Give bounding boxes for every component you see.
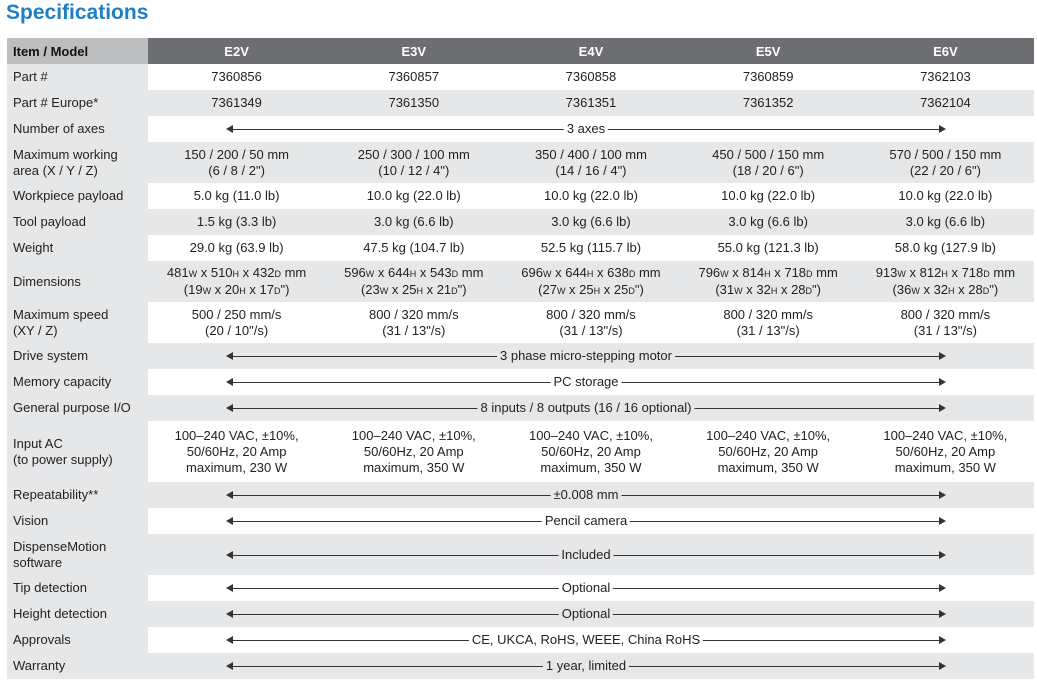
dim-unit: D — [982, 285, 990, 296]
dim-unit: W — [734, 285, 743, 296]
dim-height: 812 — [919, 264, 942, 280]
dim-height: 814 — [742, 264, 765, 280]
row-label: Tip detection — [7, 575, 148, 601]
cell-line: (6 / 8 / 2") — [208, 162, 265, 178]
dim-unit: H — [232, 268, 240, 279]
row-label-line: Input AC — [13, 435, 63, 451]
dim-unit: H — [770, 285, 778, 296]
cell-line: 800 / 320 mm/s — [723, 306, 813, 322]
cell-line: 50/60Hz, 20 Amp — [895, 443, 996, 459]
cell — [680, 421, 857, 482]
span-cell — [148, 534, 1034, 575]
row-dimensions — [7, 261, 1034, 302]
cell: 7360857 — [325, 64, 502, 90]
row-label-line: (XY / Z) — [13, 322, 58, 338]
dim-unit: H — [593, 285, 601, 296]
cell: 3.0 kg (6.6 lb) — [502, 209, 679, 235]
arrow-left-icon — [226, 352, 233, 360]
dim-unit: D — [983, 268, 990, 279]
arrow-right-icon — [939, 610, 946, 618]
row-input-ac — [7, 421, 1034, 482]
row-label-line: Maximum speed — [13, 306, 109, 322]
cell: 10.0 kg (22.0 lb) — [680, 183, 857, 209]
row-label: Number of axes — [7, 116, 148, 142]
cell — [502, 421, 679, 482]
row-approvals — [7, 627, 1034, 653]
span-cell — [148, 601, 1034, 627]
cell-line: (36W x 32H x 28D") — [892, 281, 999, 297]
arrow-right-icon — [939, 491, 946, 499]
dim-unit: W — [911, 285, 920, 296]
cell: 10.0 kg (22.0 lb) — [857, 183, 1034, 209]
cell: 58.0 kg (127.9 lb) — [857, 235, 1034, 261]
dim-width: 913 — [875, 264, 898, 280]
row-label: General purpose I/O — [7, 395, 148, 421]
cell — [502, 261, 679, 302]
cell — [325, 302, 502, 343]
row-drive-system — [7, 343, 1034, 369]
cell: 7361349 — [148, 90, 325, 116]
cell-line: 250 / 300 / 100 mm — [357, 146, 470, 162]
dim-unit: H — [586, 268, 594, 279]
row-height-detection — [7, 601, 1034, 627]
model-header: E5V — [680, 38, 857, 64]
cell — [502, 142, 679, 183]
arrow-left-icon — [226, 584, 233, 592]
dim-width: 696 — [521, 264, 543, 280]
cell-line: 50/60Hz, 20 Amp — [186, 443, 287, 459]
cell-line: (22 / 20 / 6") — [909, 162, 981, 178]
cell-line: 800 / 320 mm/s — [900, 306, 991, 322]
row-label: Part # Europe* — [7, 90, 148, 116]
cell: 7361351 — [502, 90, 679, 116]
dim-depth-in: 21 — [436, 281, 452, 297]
cell: 5.0 kg (11.0 lb) — [148, 183, 325, 209]
span-text: 8 inputs / 8 outputs (16 / 16 optional) — [477, 400, 694, 416]
dim-height-in: 25 — [401, 281, 417, 297]
dim-width-in: 23 — [365, 281, 380, 297]
cell-line: 50/60Hz, 20 Amp — [541, 443, 641, 459]
model-header: E4V — [502, 38, 679, 64]
row-label: Warranty — [7, 653, 148, 679]
row-label-line: DispenseMotion — [13, 538, 107, 554]
span-arrow — [226, 513, 946, 529]
cell-line: 100–240 VAC, ±10%, — [883, 427, 1008, 443]
arrow-left-icon — [226, 517, 233, 525]
span-arrow — [226, 400, 946, 416]
cell-line: (18 / 20 / 6") — [732, 162, 804, 178]
dim-unit: H — [948, 285, 955, 296]
span-cell — [148, 575, 1034, 601]
row-software — [7, 534, 1034, 575]
cell-line: (20 / 10"/s) — [205, 322, 269, 338]
row-part — [7, 64, 1034, 90]
span-arrow — [226, 121, 946, 137]
dim-depth-in: 17 — [259, 281, 274, 297]
cell — [502, 302, 679, 343]
dim-height-in: 20 — [224, 281, 240, 297]
span-arrow — [226, 374, 946, 390]
span-text: Optional — [559, 580, 613, 596]
row-warranty — [7, 653, 1034, 679]
row-tool-payload — [7, 209, 1034, 235]
dim-width-in: 36 — [896, 281, 912, 297]
arrow-left-icon — [226, 662, 233, 670]
cell — [680, 261, 857, 302]
row-working-area — [7, 142, 1034, 183]
row-label: Repeatability** — [7, 482, 148, 508]
row-axes — [7, 116, 1034, 142]
page-title: Specifications — [6, 1, 149, 24]
span-text: Included — [558, 547, 613, 563]
cell: 3.0 kg (6.6 lb) — [325, 209, 502, 235]
cell — [857, 261, 1034, 302]
row-weight — [7, 235, 1034, 261]
cell-line: 500 / 250 mm/s — [191, 306, 282, 322]
dim-unit: D — [628, 268, 636, 279]
cell-line: maximum, 230 W — [186, 459, 288, 475]
row-io — [7, 395, 1034, 421]
row-label: Height detection — [7, 601, 148, 627]
span-cell — [148, 627, 1034, 653]
cell — [148, 421, 325, 482]
cell-line: (31 / 13"/s) — [913, 322, 977, 338]
cell-line: maximum, 350 W — [540, 459, 642, 475]
row-label: Part # — [7, 64, 148, 90]
cell: 7360858 — [502, 64, 679, 90]
cell-line: (23W x 25H x 21D") — [360, 281, 467, 297]
dim-depth-in: 25 — [613, 281, 629, 297]
cell-line: 100–240 VAC, ±10%, — [706, 427, 831, 443]
dim-width-in: 19 — [188, 281, 203, 297]
row-part-europe — [7, 90, 1034, 116]
cell-line: 100–240 VAC, ±10%, — [528, 427, 653, 443]
cell — [857, 302, 1034, 343]
row-memory — [7, 369, 1034, 395]
span-arrow — [226, 348, 946, 364]
dim-unit: H — [416, 285, 423, 296]
cell — [680, 142, 857, 183]
row-max-speed — [7, 302, 1034, 343]
row-label: Dimensions — [7, 261, 148, 302]
row-label — [7, 421, 148, 482]
cell-line: (31W x 32H x 28D") — [715, 281, 821, 297]
dim-width: 596 — [344, 264, 366, 280]
cell-line: 796W x 814H x 718D mm — [698, 264, 838, 280]
cell-line: 800 / 320 mm/s — [368, 306, 459, 322]
row-label: Memory capacity — [7, 369, 148, 395]
dim-unit: W — [720, 268, 729, 279]
cell — [680, 302, 857, 343]
cell-line: 596W x 644H x 543D mm — [344, 264, 484, 280]
dim-depth: 432 — [252, 264, 275, 280]
dim-unit: H — [409, 268, 417, 279]
row-label: Weight — [7, 235, 148, 261]
dim-unit: D — [451, 285, 458, 296]
row-repeatability — [7, 482, 1034, 508]
arrow-right-icon — [939, 517, 946, 525]
arrow-right-icon — [939, 352, 946, 360]
row-vision — [7, 508, 1034, 534]
dim-unit: H — [239, 285, 246, 296]
cell-line: (10 / 12 / 4") — [378, 162, 450, 178]
cell-line: 350 / 400 / 100 mm — [534, 146, 647, 162]
header-corner: Item / Model — [7, 38, 148, 64]
row-label-line: (to power supply) — [13, 451, 113, 467]
arrow-left-icon — [226, 125, 233, 133]
cell: 52.5 kg (115.7 lb) — [502, 235, 679, 261]
dim-unit: W — [202, 285, 212, 296]
cell: 10.0 kg (22.0 lb) — [325, 183, 502, 209]
dim-unit: D — [274, 268, 281, 279]
arrow-right-icon — [939, 584, 946, 592]
arrow-right-icon — [939, 378, 946, 386]
dim-depth: 718 — [961, 264, 984, 280]
cell-line: 50/60Hz, 20 Amp — [718, 443, 819, 459]
dim-height-in: 25 — [579, 281, 594, 297]
dim-width-in: 27 — [542, 281, 557, 297]
cell — [325, 142, 502, 183]
dim-unit: H — [764, 268, 771, 279]
cell: 29.0 kg (63.9 lb) — [148, 235, 325, 261]
arrow-right-icon — [939, 125, 946, 133]
span-cell — [148, 653, 1034, 679]
cell — [325, 261, 502, 302]
cell-line: (31 / 13"/s) — [559, 322, 623, 338]
dim-unit: D — [451, 268, 459, 279]
cell-line: 696W x 644H x 638D mm — [521, 264, 661, 280]
arrow-right-icon — [939, 636, 946, 644]
dim-unit: D — [805, 285, 813, 296]
cell-line: (31 / 13"/s) — [736, 322, 800, 338]
cell — [148, 261, 325, 302]
arrow-left-icon — [226, 378, 233, 386]
row-label-line: software — [13, 554, 63, 570]
span-arrow — [226, 487, 946, 503]
row-label-line: Maximum working — [13, 146, 118, 162]
cell — [148, 142, 325, 183]
dim-height-in: 32 — [756, 281, 771, 297]
cell: 55.0 kg (121.3 lb) — [680, 235, 857, 261]
cell — [148, 302, 325, 343]
span-cell — [148, 369, 1034, 395]
cell-line: 100–240 VAC, ±10%, — [174, 427, 299, 443]
dim-height: 644 — [565, 264, 587, 280]
row-label: Vision — [7, 508, 148, 534]
cell-line: (19W x 20H x 17D") — [183, 281, 290, 297]
span-cell — [148, 395, 1034, 421]
span-text: CE, UKCA, RoHS, WEEE, China RoHS — [469, 632, 703, 648]
cell — [325, 421, 502, 482]
cell — [857, 421, 1034, 482]
cell-line: (31 / 13"/s) — [382, 322, 446, 338]
row-label — [7, 302, 148, 343]
dim-depth: 543 — [429, 264, 452, 280]
specifications-table — [7, 38, 1034, 679]
span-cell — [148, 343, 1034, 369]
dim-depth: 718 — [784, 264, 807, 280]
cell-line: 100–240 VAC, ±10%, — [351, 427, 476, 443]
span-text: ±0.008 mm — [551, 487, 622, 503]
row-label — [7, 142, 148, 183]
span-arrow — [226, 658, 946, 674]
cell — [857, 142, 1034, 183]
cell: 7360859 — [680, 64, 857, 90]
arrow-left-icon — [226, 610, 233, 618]
dim-height: 510 — [210, 264, 233, 280]
dim-depth-in: 28 — [968, 281, 983, 297]
dim-width-in: 31 — [719, 281, 735, 297]
dim-unit: W — [379, 285, 389, 296]
cell: 1.5 kg (3.3 lb) — [148, 209, 325, 235]
span-text: PC storage — [550, 374, 621, 390]
cell: 3.0 kg (6.6 lb) — [680, 209, 857, 235]
cell-line: 150 / 200 / 50 mm — [184, 146, 289, 162]
row-label: Workpiece payload — [7, 183, 148, 209]
dim-unit: D — [628, 285, 635, 296]
span-arrow — [226, 606, 946, 622]
arrow-left-icon — [226, 551, 233, 559]
arrow-left-icon — [226, 636, 233, 644]
dim-height: 644 — [388, 264, 410, 280]
arrow-left-icon — [226, 404, 233, 412]
cell-line: maximum, 350 W — [363, 459, 465, 475]
span-cell — [148, 508, 1034, 534]
cell-line: 800 / 320 mm/s — [546, 306, 636, 322]
span-text: 3 phase micro-stepping motor — [497, 348, 675, 364]
model-header: E3V — [325, 38, 502, 64]
row-tip-detection — [7, 575, 1034, 601]
dim-depth: 638 — [607, 264, 629, 280]
span-arrow — [226, 547, 946, 563]
cell: 7360856 — [148, 64, 325, 90]
dim-unit: D — [806, 268, 813, 279]
cell: 3.0 kg (6.6 lb) — [857, 209, 1034, 235]
cell-line: 450 / 500 / 150 mm — [712, 146, 825, 162]
dim-width: 796 — [698, 264, 721, 280]
row-label-line: area (X / Y / Z) — [13, 162, 98, 178]
cell: 7362104 — [857, 90, 1034, 116]
model-header: E6V — [857, 38, 1034, 64]
row-label: Drive system — [7, 343, 148, 369]
arrow-right-icon — [939, 551, 946, 559]
span-text: Pencil camera — [542, 513, 630, 529]
row-workpiece-payload — [7, 183, 1034, 209]
dim-unit: W — [556, 285, 566, 296]
dim-unit: W — [542, 268, 552, 279]
span-arrow — [226, 632, 946, 648]
arrow-right-icon — [939, 404, 946, 412]
arrow-left-icon — [226, 491, 233, 499]
row-label — [7, 534, 148, 575]
span-text: Optional — [559, 606, 613, 622]
cell-line: 481W x 510H x 432D mm — [166, 264, 307, 280]
dim-unit: W — [365, 268, 375, 279]
span-cell — [148, 482, 1034, 508]
cell-line: 50/60Hz, 20 Amp — [363, 443, 464, 459]
cell-line: (27W x 25H x 25D") — [538, 281, 644, 297]
span-cell — [148, 116, 1034, 142]
cell: 47.5 kg (104.7 lb) — [325, 235, 502, 261]
dim-unit: W — [897, 268, 906, 279]
row-label: Tool payload — [7, 209, 148, 235]
cell-line: maximum, 350 W — [894, 459, 996, 475]
cell: 7362103 — [857, 64, 1034, 90]
dim-width: 481 — [166, 264, 189, 280]
cell: 7361350 — [325, 90, 502, 116]
cell: 10.0 kg (22.0 lb) — [502, 183, 679, 209]
span-text: 3 axes — [564, 121, 608, 137]
dim-depth-in: 28 — [791, 281, 806, 297]
cell-line: maximum, 350 W — [717, 459, 819, 475]
cell-line: (14 / 16 / 4") — [555, 162, 627, 178]
span-arrow — [226, 580, 946, 596]
row-label: Approvals — [7, 627, 148, 653]
cell: 7361352 — [680, 90, 857, 116]
arrow-right-icon — [939, 662, 946, 670]
dim-height-in: 32 — [933, 281, 949, 297]
span-text: 1 year, limited — [543, 658, 629, 674]
cell-line: 913W x 812H x 718D mm — [875, 264, 1016, 280]
dim-unit: H — [941, 268, 948, 279]
dim-unit: W — [188, 268, 198, 279]
cell-line: 570 / 500 / 150 mm — [889, 146, 1002, 162]
header-row — [7, 38, 1034, 64]
model-header: E2V — [148, 38, 325, 64]
dim-unit: D — [273, 285, 281, 296]
